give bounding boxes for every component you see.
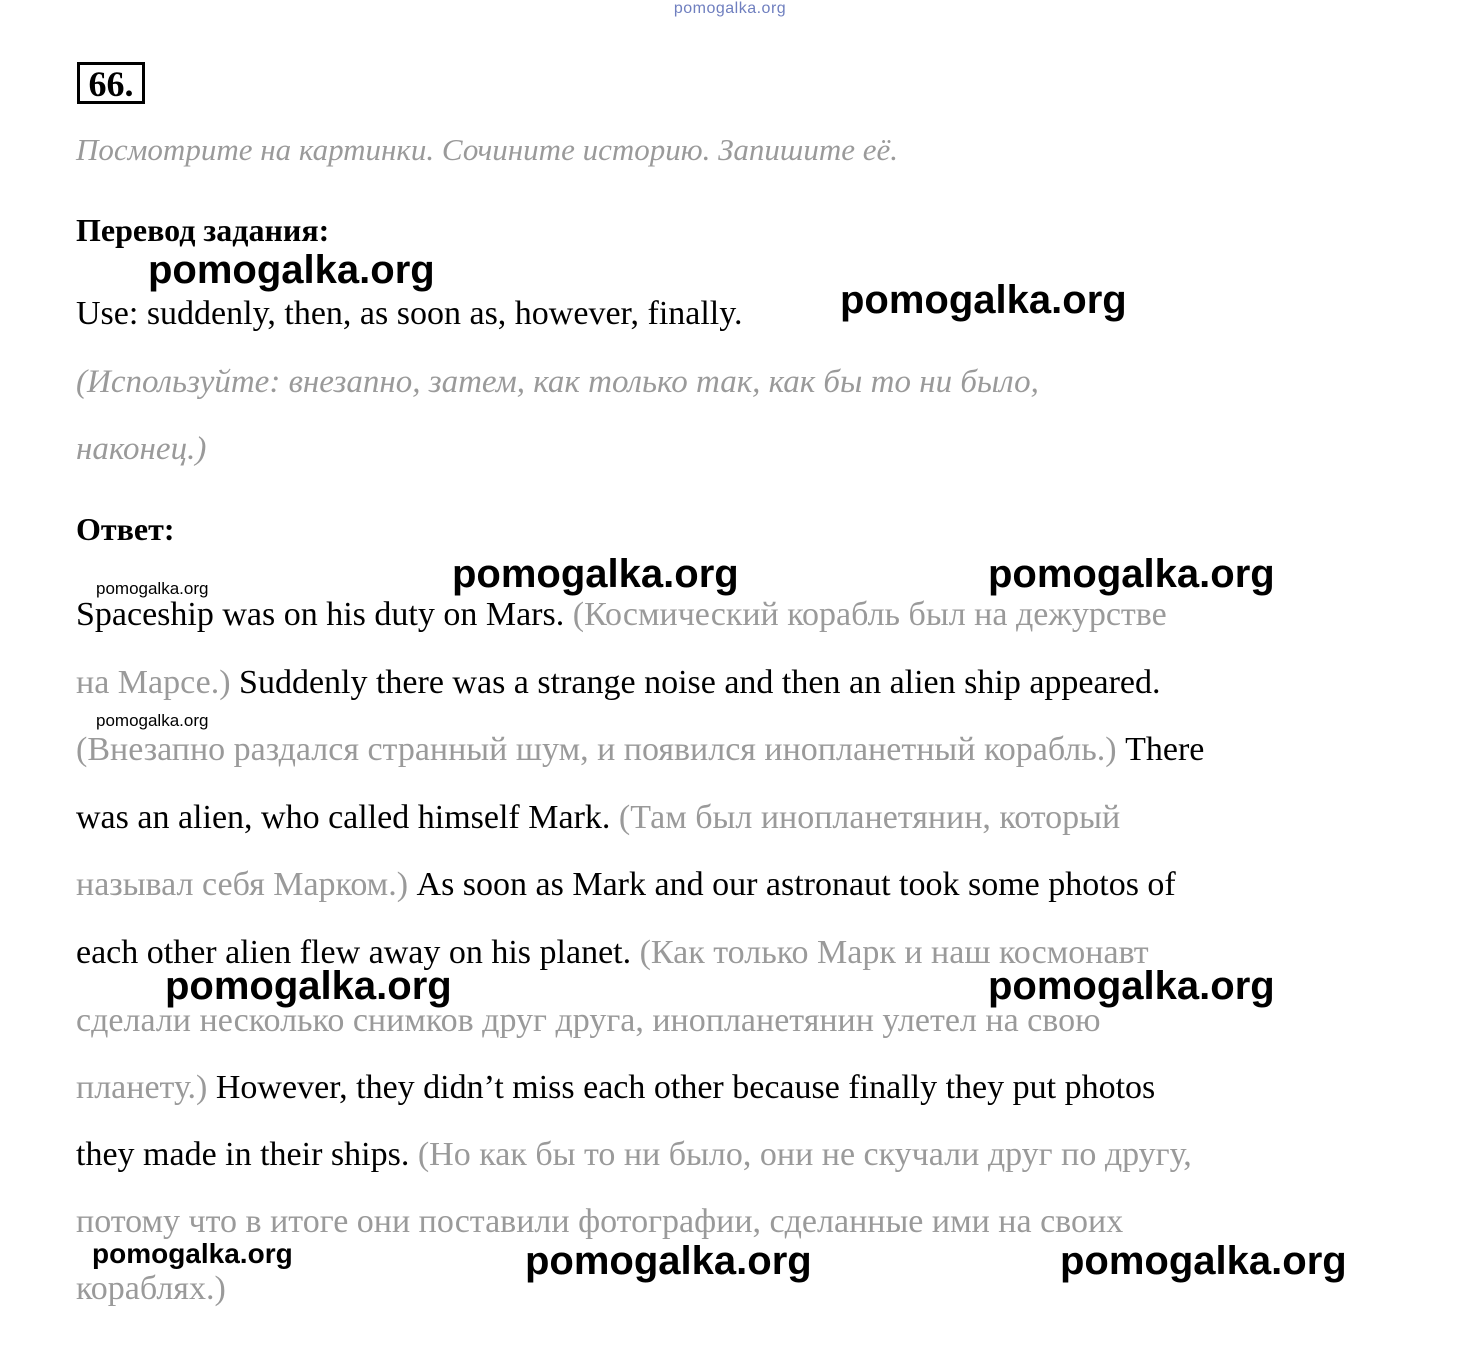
watermark: pomogalka.org bbox=[988, 552, 1275, 596]
answer-line-10: потому что в итоге они поставили фотографии, сделанные ими на своих bbox=[76, 1203, 1124, 1240]
answer-heading: Ответ: bbox=[76, 511, 175, 547]
answer-ru: (Там был инопланетянин, который bbox=[618, 799, 1121, 836]
answer-en: they made in their ships. bbox=[76, 1136, 418, 1173]
use-translation-line-1: (Используйте: внезапно, затем, как только так, как бы то ни было, bbox=[76, 364, 1039, 400]
answer-en: Suddenly there was a strange noise and then an alien ship appeared. bbox=[239, 664, 1161, 701]
answer-line-3 bbox=[76, 733, 1204, 767]
watermark: pomogalka.org bbox=[525, 1239, 812, 1283]
task-number: 66. bbox=[77, 62, 145, 104]
watermark: pomogalka.org bbox=[92, 1238, 293, 1269]
answer-line-1 bbox=[76, 598, 1167, 632]
watermark: pomogalka.org bbox=[96, 711, 209, 730]
answer-ru: (Но как бы то ни было, они не скучали друг по другу, bbox=[417, 1136, 1192, 1173]
watermark: pomogalka.org bbox=[1060, 1239, 1347, 1283]
answer-ru: (Внезапно раздался странный шум, и появился инопланетный корабль.) bbox=[76, 731, 1126, 768]
answer-en: However, they didn’t miss each other because finally they put photos bbox=[215, 1069, 1156, 1106]
answer-ru: планету.) bbox=[76, 1069, 216, 1106]
answer-ru: называл себя Марком.) bbox=[76, 866, 417, 903]
answer-line-4 bbox=[76, 801, 1120, 835]
answer-en: each other alien flew away on his planet. bbox=[76, 934, 640, 971]
answer-ru: (Космический корабль был на дежурстве bbox=[572, 596, 1167, 633]
answer-en: As soon as Mark and our astronaut took some photos of bbox=[416, 866, 1176, 903]
answer-line-11: кораблях.) bbox=[76, 1270, 226, 1307]
answer-line-5 bbox=[76, 868, 1176, 902]
answer-line-7: сделали несколько снимков друг друга, инопланетянин улетел на свою bbox=[76, 1002, 1101, 1039]
answer-en: was an alien, who called himself Mark. bbox=[76, 799, 619, 836]
use-line: Use: suddenly, then, as soon as, however, finally. bbox=[76, 295, 743, 332]
answer-ru: на Марсе.) bbox=[76, 664, 240, 701]
answer-line-9 bbox=[76, 1138, 1192, 1172]
watermark: pomogalka.org bbox=[148, 248, 435, 292]
watermark: pomogalka.org bbox=[165, 964, 452, 1008]
answer-line-8 bbox=[76, 1071, 1155, 1105]
answer-line-2 bbox=[76, 666, 1161, 700]
answer-en: Spaceship was on his duty on Mars. bbox=[76, 596, 573, 633]
answer-en: There bbox=[1125, 731, 1205, 768]
top-watermark: pomogalka.org bbox=[673, 0, 787, 17]
watermark: pomogalka.org bbox=[96, 579, 209, 598]
translation-heading: Перевод задания: bbox=[76, 212, 330, 248]
task-instruction: Посмотрите на картинки. Сочините историю. Запишите её. bbox=[76, 132, 898, 167]
watermark: pomogalka.org bbox=[988, 964, 1275, 1008]
use-translation-line-2: наконец.) bbox=[76, 431, 207, 467]
answer-ru: (Как только Марк и наш космонавт bbox=[639, 934, 1149, 971]
watermark: pomogalka.org bbox=[452, 552, 739, 596]
watermark: pomogalka.org bbox=[840, 278, 1127, 322]
